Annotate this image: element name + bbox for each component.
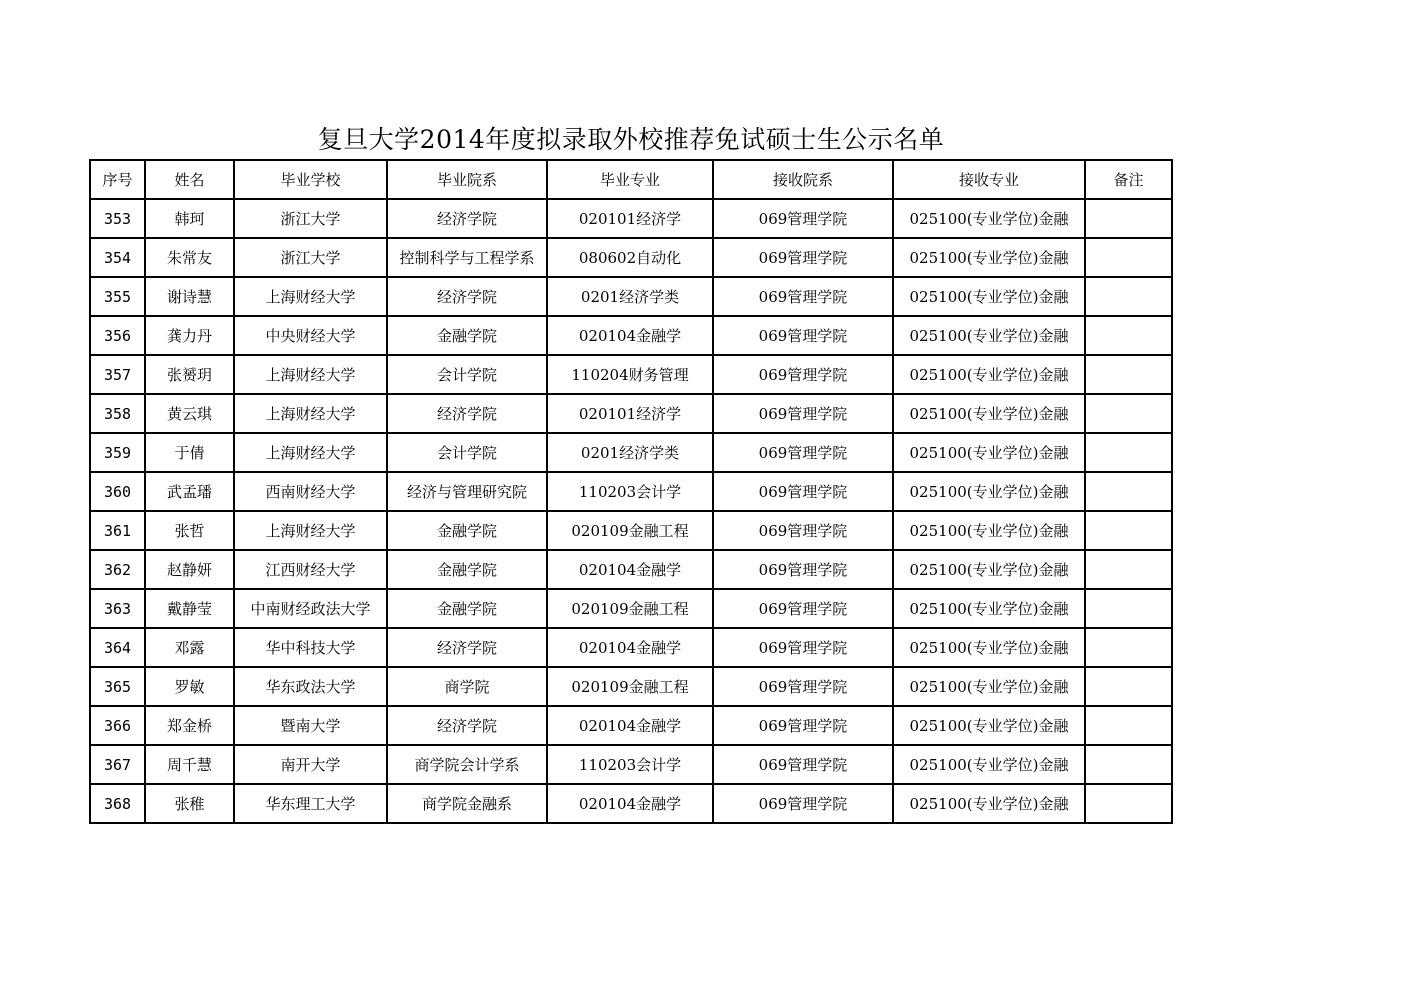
cell-grad-school: 上海财经大学 [234, 355, 387, 394]
cell-grad-school: 上海财经大学 [234, 277, 387, 316]
table-row [90, 550, 1172, 589]
cell-remarks [1085, 277, 1172, 316]
cell-grad-school: 上海财经大学 [234, 394, 387, 433]
cell-remarks [1085, 316, 1172, 355]
header-index: 序号 [90, 160, 145, 199]
cell-admit-department: 069管理学院 [713, 667, 893, 706]
cell-grad-major: 020104金融学 [547, 316, 713, 355]
cell-admit-major: 025100(专业学位)金融 [893, 745, 1085, 784]
cell-index: 367 [90, 745, 145, 784]
cell-grad-major: 0201经济学类 [547, 433, 713, 472]
cell-grad-school: 中央财经大学 [234, 316, 387, 355]
cell-admit-major: 025100(专业学位)金融 [893, 472, 1085, 511]
cell-admit-department: 069管理学院 [713, 199, 893, 238]
cell-grad-department: 金融学院 [387, 550, 547, 589]
cell-admit-major: 025100(专业学位)金融 [893, 706, 1085, 745]
cell-name: 郑金桥 [145, 706, 234, 745]
cell-admit-major: 025100(专业学位)金融 [893, 277, 1085, 316]
cell-grad-major: 020101经济学 [547, 394, 713, 433]
cell-grad-major: 080602自动化 [547, 238, 713, 277]
cell-name: 谢诗慧 [145, 277, 234, 316]
cell-grad-department: 经济与管理研究院 [387, 472, 547, 511]
cell-name: 龚力丹 [145, 316, 234, 355]
cell-remarks [1085, 745, 1172, 784]
cell-remarks [1085, 472, 1172, 511]
table-row [90, 433, 1172, 472]
cell-grad-department: 商学院 [387, 667, 547, 706]
cell-grad-school: 华东理工大学 [234, 784, 387, 823]
cell-remarks [1085, 238, 1172, 277]
cell-grad-major: 020101经济学 [547, 199, 713, 238]
table-row [90, 628, 1172, 667]
cell-grad-department: 金融学院 [387, 511, 547, 550]
table-row [90, 316, 1172, 355]
table-row [90, 238, 1172, 277]
cell-grad-major: 110203会计学 [547, 472, 713, 511]
cell-admit-department: 069管理学院 [713, 589, 893, 628]
cell-grad-school: 浙江大学 [234, 238, 387, 277]
header-grad-department: 毕业院系 [387, 160, 547, 199]
cell-admit-department: 069管理学院 [713, 472, 893, 511]
table-row [90, 667, 1172, 706]
cell-index: 358 [90, 394, 145, 433]
cell-admit-department: 069管理学院 [713, 277, 893, 316]
table-header-row [90, 160, 1172, 199]
cell-admit-major: 025100(专业学位)金融 [893, 355, 1085, 394]
cell-index: 359 [90, 433, 145, 472]
cell-admit-department: 069管理学院 [713, 784, 893, 823]
cell-remarks [1085, 706, 1172, 745]
admission-table [89, 159, 1173, 824]
cell-remarks [1085, 589, 1172, 628]
cell-grad-major: 110203会计学 [547, 745, 713, 784]
cell-index: 365 [90, 667, 145, 706]
table-row [90, 706, 1172, 745]
cell-name: 邓露 [145, 628, 234, 667]
cell-grad-school: 上海财经大学 [234, 433, 387, 472]
cell-name: 戴静莹 [145, 589, 234, 628]
cell-name: 张赟玥 [145, 355, 234, 394]
cell-grad-school: 西南财经大学 [234, 472, 387, 511]
cell-admit-major: 025100(专业学位)金融 [893, 511, 1085, 550]
cell-grad-major: 110204财务管理 [547, 355, 713, 394]
header-admit-major: 接收专业 [893, 160, 1085, 199]
cell-remarks [1085, 667, 1172, 706]
table-row [90, 784, 1172, 823]
cell-remarks [1085, 355, 1172, 394]
cell-admit-department: 069管理学院 [713, 394, 893, 433]
cell-grad-department: 经济学院 [387, 199, 547, 238]
table-row [90, 472, 1172, 511]
cell-admit-department: 069管理学院 [713, 706, 893, 745]
cell-admit-major: 025100(专业学位)金融 [893, 238, 1085, 277]
cell-grad-major: 0201经济学类 [547, 277, 713, 316]
cell-grad-department: 经济学院 [387, 277, 547, 316]
table-row [90, 745, 1172, 784]
cell-admit-department: 069管理学院 [713, 628, 893, 667]
cell-grad-department: 经济学院 [387, 394, 547, 433]
cell-index: 368 [90, 784, 145, 823]
cell-grad-major: 020104金融学 [547, 784, 713, 823]
cell-grad-school: 南开大学 [234, 745, 387, 784]
cell-grad-school: 暨南大学 [234, 706, 387, 745]
table-row [90, 589, 1172, 628]
cell-admit-department: 069管理学院 [713, 745, 893, 784]
header-remarks: 备注 [1085, 160, 1172, 199]
cell-grad-department: 控制科学与工程学系 [387, 238, 547, 277]
cell-index: 361 [90, 511, 145, 550]
cell-grad-major: 020104金融学 [547, 550, 713, 589]
cell-remarks [1085, 433, 1172, 472]
header-grad-school: 毕业学校 [234, 160, 387, 199]
cell-index: 362 [90, 550, 145, 589]
cell-name: 于倩 [145, 433, 234, 472]
cell-name: 武孟璠 [145, 472, 234, 511]
cell-index: 355 [90, 277, 145, 316]
cell-grad-department: 商学院金融系 [387, 784, 547, 823]
table-body [90, 199, 1172, 823]
cell-grad-department: 经济学院 [387, 706, 547, 745]
cell-grad-major: 020109金融工程 [547, 511, 713, 550]
cell-grad-department: 会计学院 [387, 355, 547, 394]
cell-admit-major: 025100(专业学位)金融 [893, 394, 1085, 433]
cell-admit-major: 025100(专业学位)金融 [893, 628, 1085, 667]
cell-admit-department: 069管理学院 [713, 433, 893, 472]
table-row [90, 277, 1172, 316]
cell-remarks [1085, 628, 1172, 667]
cell-grad-school: 中南财经政法大学 [234, 589, 387, 628]
cell-admit-major: 025100(专业学位)金融 [893, 550, 1085, 589]
cell-admit-department: 069管理学院 [713, 550, 893, 589]
cell-grad-school: 华东政法大学 [234, 667, 387, 706]
cell-index: 363 [90, 589, 145, 628]
cell-grad-school: 上海财经大学 [234, 511, 387, 550]
cell-name: 张哲 [145, 511, 234, 550]
header-name: 姓名 [145, 160, 234, 199]
cell-index: 354 [90, 238, 145, 277]
table-row [90, 199, 1172, 238]
cell-admit-major: 025100(专业学位)金融 [893, 784, 1085, 823]
page-title: 复旦大学2014年度拟录取外校推荐免试硕士生公示名单 [317, 125, 945, 154]
cell-grad-school: 江西财经大学 [234, 550, 387, 589]
cell-index: 356 [90, 316, 145, 355]
cell-name: 张稚 [145, 784, 234, 823]
cell-grad-major: 020109金融工程 [547, 589, 713, 628]
cell-admit-department: 069管理学院 [713, 316, 893, 355]
cell-name: 朱常友 [145, 238, 234, 277]
cell-index: 364 [90, 628, 145, 667]
cell-name: 赵静妍 [145, 550, 234, 589]
cell-index: 357 [90, 355, 145, 394]
cell-grad-major: 020104金融学 [547, 706, 713, 745]
cell-admit-major: 025100(专业学位)金融 [893, 433, 1085, 472]
cell-admit-department: 069管理学院 [713, 355, 893, 394]
cell-name: 周千慧 [145, 745, 234, 784]
cell-grad-department: 会计学院 [387, 433, 547, 472]
cell-grad-major: 020104金融学 [547, 628, 713, 667]
cell-grad-school: 华中科技大学 [234, 628, 387, 667]
cell-admit-major: 025100(专业学位)金融 [893, 589, 1085, 628]
cell-remarks [1085, 394, 1172, 433]
table-row [90, 394, 1172, 433]
cell-name: 黄云琪 [145, 394, 234, 433]
cell-admit-department: 069管理学院 [713, 511, 893, 550]
cell-remarks [1085, 550, 1172, 589]
cell-remarks [1085, 511, 1172, 550]
header-admit-department: 接收院系 [713, 160, 893, 199]
cell-admit-department: 069管理学院 [713, 238, 893, 277]
cell-admit-major: 025100(专业学位)金融 [893, 199, 1085, 238]
cell-admit-major: 025100(专业学位)金融 [893, 667, 1085, 706]
cell-name: 罗敏 [145, 667, 234, 706]
cell-grad-major: 020109金融工程 [547, 667, 713, 706]
header-grad-major: 毕业专业 [547, 160, 713, 199]
cell-grad-department: 商学院会计学系 [387, 745, 547, 784]
cell-admit-major: 025100(专业学位)金融 [893, 316, 1085, 355]
cell-grad-department: 金融学院 [387, 589, 547, 628]
cell-remarks [1085, 199, 1172, 238]
cell-remarks [1085, 784, 1172, 823]
table-row [90, 355, 1172, 394]
cell-index: 366 [90, 706, 145, 745]
cell-grad-department: 经济学院 [387, 628, 547, 667]
cell-index: 360 [90, 472, 145, 511]
cell-grad-school: 浙江大学 [234, 199, 387, 238]
cell-index: 353 [90, 199, 145, 238]
cell-grad-department: 金融学院 [387, 316, 547, 355]
cell-name: 韩珂 [145, 199, 234, 238]
table-row [90, 511, 1172, 550]
